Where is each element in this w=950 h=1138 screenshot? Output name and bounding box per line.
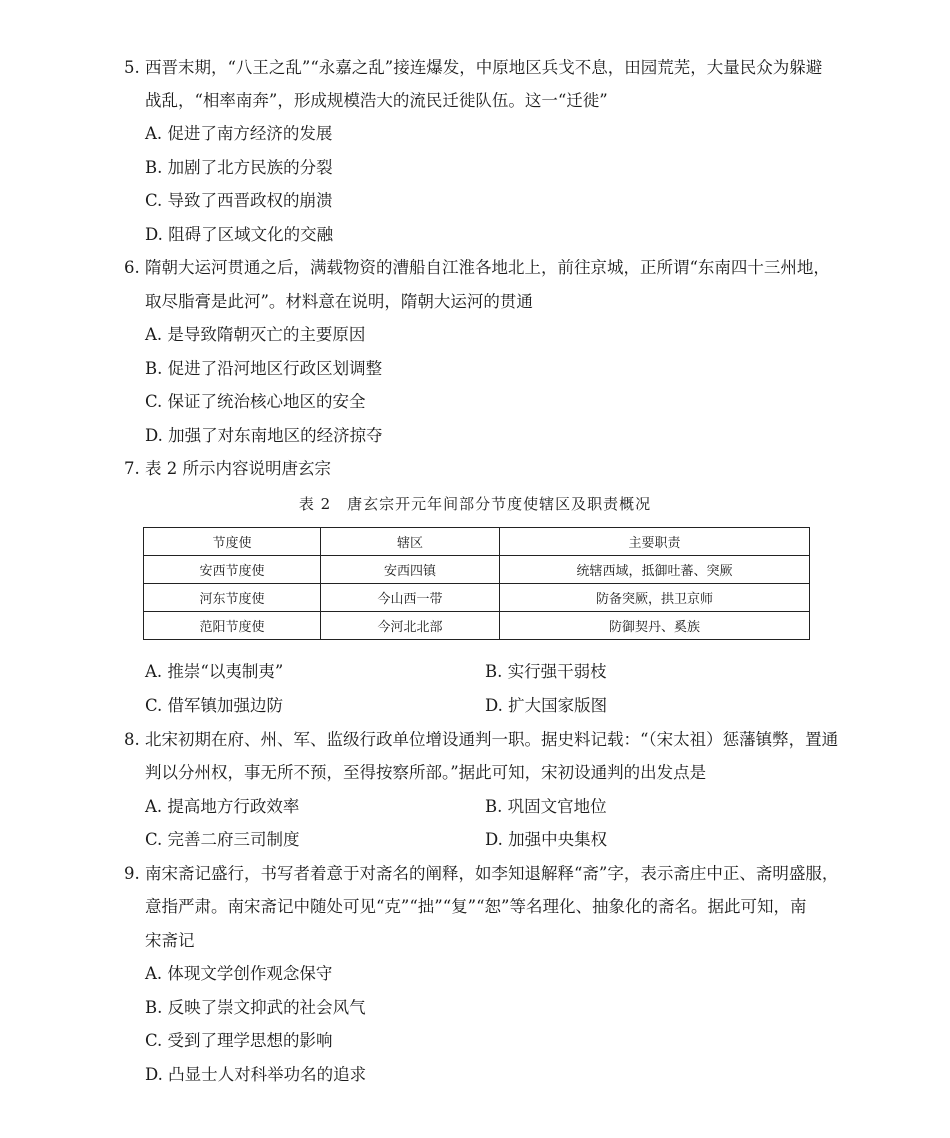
q5-option-d: D. 阻碍了区域文化的交融	[145, 225, 334, 244]
q6-stem-line2: 取尽脂膏是此河”。材料意在说明，隋朝大运河的贯通	[145, 292, 533, 311]
q8-stem-line2: 判以分州权，事无所不预，至得按察所部。”据此可知，宋初设通判的出发点是	[145, 763, 707, 782]
q8-option-b: B. 巩固文官地位	[485, 797, 607, 816]
q7-option-a: A. 推崇“以夷制夷”	[145, 662, 284, 681]
table-cell: 安西四镇	[321, 556, 500, 584]
table-row	[144, 556, 810, 584]
q9-stem-line2: 意指严肃。南宋斋记中随处可见“克”“拙”“复”“恕”等名理化、抽象化的斋名。据此可知，南	[145, 897, 807, 916]
table-caption: 表 2 唐玄宗开元年间部分节度使辖区及职责概况	[298, 495, 652, 513]
q6-option-a: A. 是导致隋朝灭亡的主要原因	[145, 325, 366, 344]
table-header-cell: 节度使	[144, 528, 321, 556]
table-2	[143, 527, 810, 640]
q5-stem-line2: 战乱，“相率南奔”，形成规模浩大的流民迁徙队伍。这一“迁徙”	[145, 91, 608, 110]
q8-option-a: A. 提高地方行政效率	[145, 797, 300, 816]
q6-option-d: D. 加强了对东南地区的经济掠夺	[145, 426, 383, 445]
table-header-cell: 主要职责	[500, 528, 810, 556]
table-header-cell: 辖区	[321, 528, 500, 556]
q8-option-c: C. 完善二府三司制度	[145, 830, 300, 849]
q7-stem: 7. 表 2 所示内容说明唐玄宗	[124, 459, 331, 478]
table-cell: 河东节度使	[144, 584, 321, 612]
q9-stem-line1: 9. 南宋斋记盛行，书写者着意于对斋名的阐释，如李知退解释“斋”字，表示斋庄中正、斋明盛服，	[124, 864, 839, 883]
table-row	[144, 612, 810, 640]
table-cell: 防御契丹、奚族	[500, 612, 810, 640]
q5-option-c: C. 导致了西晋政权的崩溃	[145, 191, 333, 210]
q8-option-d: D. 加强中央集权	[485, 830, 608, 849]
q5-option-a: A. 促进了南方经济的发展	[145, 124, 333, 143]
table-cell: 防备突厥，拱卫京师	[500, 584, 810, 612]
q6-stem-line1: 6. 隋朝大运河贯通之后，满载物资的漕船自江淮各地北上，前往京城，正所谓“东南四十三州地，	[124, 258, 830, 277]
q9-option-b: B. 反映了崇文抑武的社会风气	[145, 998, 366, 1017]
table-header-row	[144, 528, 810, 556]
table-row	[144, 584, 810, 612]
table-cell: 今山西一带	[321, 584, 500, 612]
q9-option-d: D. 凸显士人对科举功名的追求	[145, 1065, 367, 1084]
q8-stem-line1: 8. 北宋初期在府、州、军、监级行政单位增设通判一职。据史料记载：“（宋太祖）惩藩镇弊，置通	[124, 730, 839, 749]
q5-stem-line1: 5. 西晋末期，“八王之乱”“永嘉之乱”接连爆发，中原地区兵戈不息，田园荒芜，大量民众为躲避	[124, 58, 823, 77]
q9-option-c: C. 受到了理学思想的影响	[145, 1031, 333, 1050]
q9-option-a: A. 体现文学创作观念保守	[145, 964, 333, 983]
table-cell: 安西节度使	[144, 556, 321, 584]
table-cell: 今河北北部	[321, 612, 500, 640]
q7-option-b: B. 实行强干弱枝	[485, 662, 607, 681]
q9-stem-line3: 宋斋记	[145, 931, 195, 950]
q6-option-c: C. 保证了统治核心地区的安全	[145, 392, 366, 411]
q7-option-c: C. 借军镇加强边防	[145, 696, 284, 715]
q7-option-d: D. 扩大国家版图	[485, 696, 608, 715]
table-cell: 统辖西域，抵御吐蕃、突厥	[500, 556, 810, 584]
q6-option-b: B. 促进了沿河地区行政区划调整	[145, 359, 383, 378]
q5-option-b: B. 加剧了北方民族的分裂	[145, 158, 333, 177]
table-cell: 范阳节度使	[144, 612, 321, 640]
